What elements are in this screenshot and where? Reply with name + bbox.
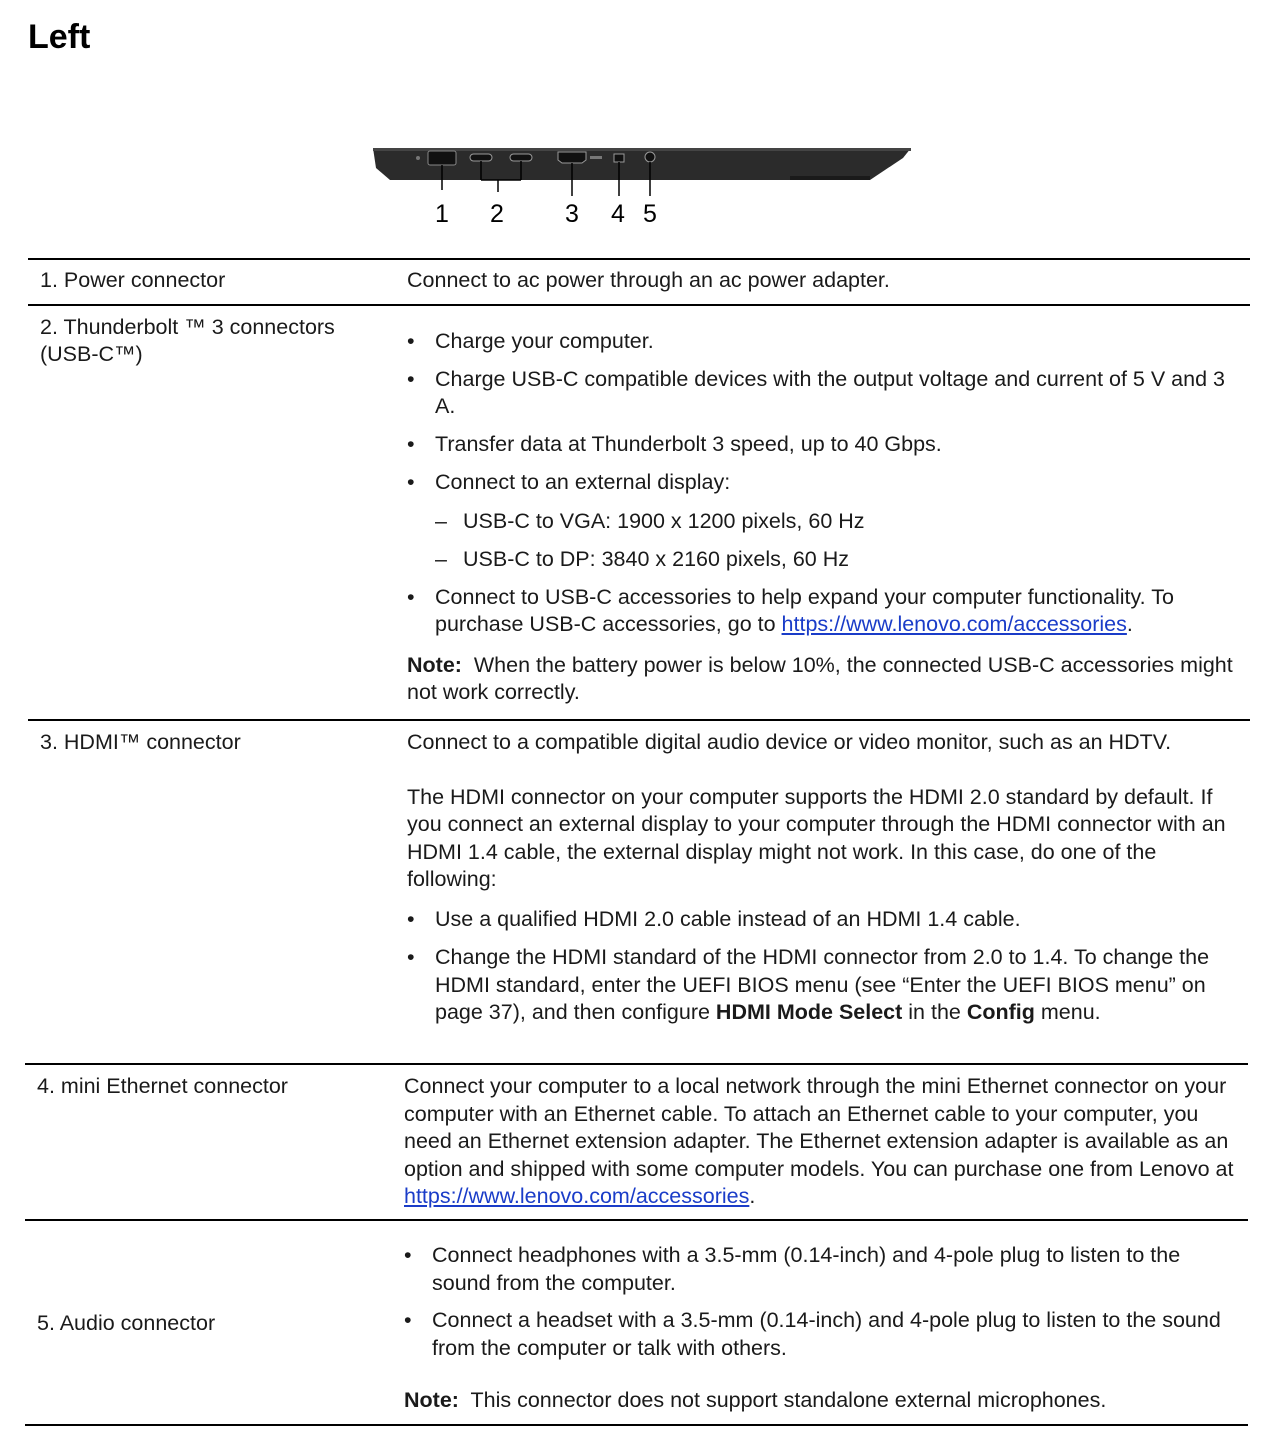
row-power-label: 1. Power connector	[40, 268, 226, 292]
list-item: • Charge your computer.	[407, 328, 1247, 356]
table-rule-1	[28, 304, 1250, 306]
accessories-link[interactable]: https://www.lenovo.com/accessories	[781, 612, 1127, 636]
sub-list-item: – USB-C to VGA: 1900 x 1200 pixels, 60 Hz	[435, 508, 865, 533]
accessories-link[interactable]: https://www.lenovo.com/accessories	[404, 1184, 750, 1208]
note: Note: This connector does not support standalone external microphones.	[404, 1388, 1107, 1412]
list-item: • Connect headphones with a 3.5-mm (0.14-inch) and 4-pole plug to listen to the sound from the computer.	[404, 1242, 1244, 1297]
laptop-side-drawing	[370, 140, 915, 200]
list-item: • Use a qualified HDMI 2.0 cable instead of an HDMI 1.4 cable.	[407, 906, 1247, 934]
callout-5: 5	[643, 200, 657, 228]
row-ethernet-label: 4. mini Ethernet connector	[37, 1074, 288, 1098]
row-ethernet-description: Connect your computer to a local network through the mini Ethernet connector on your computer with an Ethernet cable. To attach an Ethernet cable to your computer, you need an Ethernet extension adapter. The Ethernet extension adapter is available as an option and shipped with some computer models. You can purchase one from Lenovo at https://www.lenovo.com/accessories.	[404, 1074, 1234, 1208]
list-item: • Change the HDMI standard of the HDMI connector from 2.0 to 1.4. To change the HDMI standard, enter the UEFI BIOS menu (see “Enter the UEFI BIOS menu” on page 37), and then configure HDMI Mode Select in the Config menu.	[407, 944, 1247, 1027]
row-thunderbolt-description	[407, 328, 1247, 707]
table-rule-2	[28, 719, 1250, 721]
callout-3: 3	[565, 200, 579, 228]
note: Note: When the battery power is below 10%, the connected USB-C accessories might not work correctly.	[407, 652, 1233, 704]
table-rule-bottom	[25, 1424, 1248, 1426]
row-power-description: Connect to ac power through an ac power adapter.	[407, 268, 890, 292]
laptop-left-side-illustration	[370, 140, 915, 235]
callout-2: 2	[490, 200, 504, 228]
row-audio-description	[404, 1242, 1244, 1415]
callout-1: 1	[435, 200, 449, 228]
list-item: • Connect a headset with a 3.5-mm (0.14-inch) and 4-pole plug to listen to the sound from the computer or talk with others.	[404, 1307, 1244, 1362]
row-hdmi-label: 3. HDMI™ connector	[40, 730, 241, 754]
list-item: • Transfer data at Thunderbolt 3 speed, up to 40 Gbps.	[407, 431, 1247, 459]
list-item: • Connect to USB-C accessories to help expand your computer functionality. To purchase USB-C accessories, go to https://www.lenovo.com/accessories.	[407, 584, 1247, 639]
callout-4: 4	[611, 200, 625, 228]
table-rule-top	[28, 258, 1250, 260]
row-audio-label: 5. Audio connector	[37, 1311, 216, 1335]
list-item: • Connect to an external display:	[407, 469, 1247, 497]
list-item: • Charge USB-C compatible devices with the output voltage and current of 5 V and 3 A.	[407, 366, 1247, 421]
row-hdmi-description: Connect to a compatible digital audio device or video monitor, such as an HDTV. The HDMI connector on your computer supports the HDMI 2.0 standard by default. If you connect an external display to your computer through the HDMI connector with an HDMI 1.4 cable, the external display might not work. In this case, do one of the following: • Use a qualified HDMI 2.0 cable instead of an HDMI 1.4 cable. • Change the HDMI standard of the HDMI connector from 2.0 to 1.4. To change the HDMI standard, enter the UEFI BIOS menu (see “Enter the UEFI BIOS menu” on page 37), and then configure HDMI Mode Select in the Config menu.	[407, 729, 1247, 1027]
table-rule-4	[25, 1219, 1248, 1221]
sub-list-item: – USB-C to DP: 3840 x 2160 pixels, 60 Hz	[435, 547, 849, 571]
table-rule-3	[25, 1063, 1248, 1065]
row-thunderbolt-label: 2. Thunderbolt ™ 3 connectors (USB-C™)	[40, 315, 335, 366]
section-heading: Left	[28, 18, 91, 56]
